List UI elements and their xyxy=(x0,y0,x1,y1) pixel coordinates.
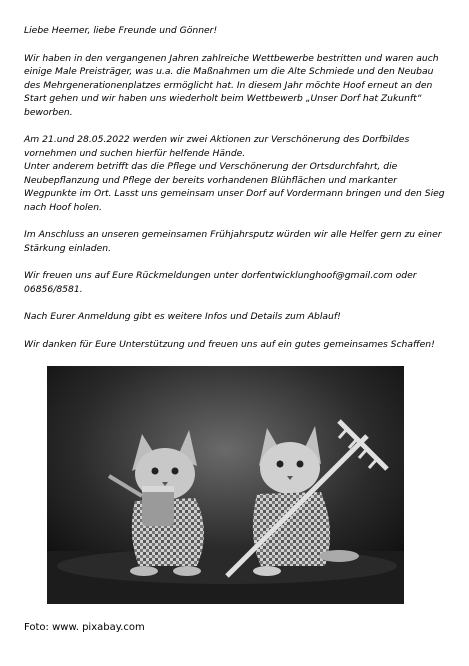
paragraph-competition: Wir haben in den vergangenen Jahren zahlreiche Wettbewerbe bestritten und waren auch einige Male Preisträger, was u.a. die Maßnahmen um die Alte Schmiede und den Neubau des Mehrgenerationenplatzes ermöglicht hat. In diesem Jahr möchte Hoof erneut an den Start gehen und wir haben uns wiederholt beim Wettbewerb „Unser Dorf hat Zukunft“ beworben. xyxy=(24,52,439,118)
letter-body xyxy=(24,24,448,365)
paragraph-invitation: Im Anschluss an unseren gemeinsamen Frühjahrsputz würden wir alle Helfer gern zu einer Stärkung einladen. xyxy=(24,229,442,254)
greeting: Liebe Heemer, liebe Freunde und Gönner! xyxy=(24,25,218,36)
kittens-illustration xyxy=(47,366,404,604)
paragraph-tasks: Unter anderem betrifft das die Pflege und Verschönerung der Ortsdurchfahrt, die Neubepflanzung und Pflege der bereits vorhandenen Blühflächen und markanter Wegpunkte im Ort. Lasst uns gemeinsam unser Dorf auf Vordermann bringen und den Sieg nach Hoof holen. xyxy=(24,161,445,213)
paragraph-dates: Am 21.und 28.05.2022 werden wir zwei Aktionen zur Verschönerung des Dorfbildes vornehmen und suchen hierfür helfende Hände. xyxy=(24,134,410,159)
paragraph-contact: Wir freuen uns auf Eure Rückmeldungen unter dorfentwicklunghoof@gmail.com oder 06856/8581. xyxy=(24,270,417,295)
paragraph-thanks: Wir danken für Eure Unterstützung und freuen uns auf ein gutes gemeinsames Schaffen! xyxy=(24,338,435,350)
paragraph-registration: Nach Eurer Anmeldung gibt es weitere Infos und Details zum Ablauf! xyxy=(24,311,341,322)
kittens-photo xyxy=(47,366,404,604)
photo-credit: Foto: www. pixabay.com xyxy=(24,622,145,633)
